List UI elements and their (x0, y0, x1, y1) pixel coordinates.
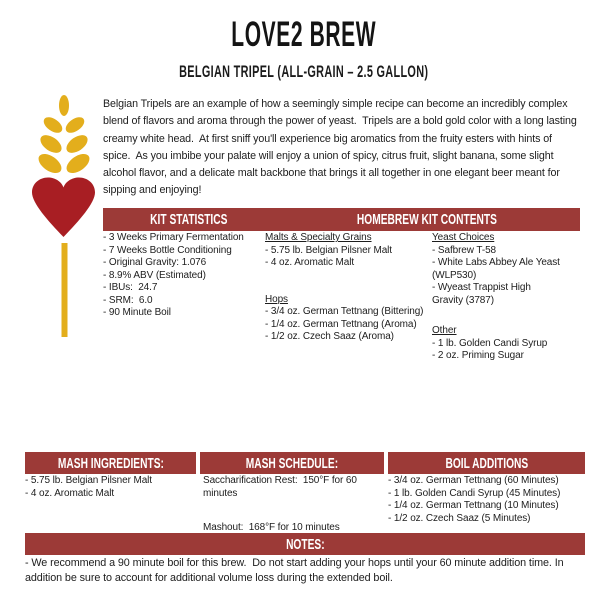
kit-stat-item: - Original Gravity: 1.076 (103, 257, 207, 268)
mash-ingredient-item: - 4 oz. Aromatic Malt (25, 487, 115, 499)
kit-statistics-header-cell (103, 208, 275, 231)
malts-heading: Malts & Specialty Grains (265, 232, 372, 243)
other-item: - 1 lb. Golden Candi Syrup (432, 337, 548, 349)
hop-item: - 1/4 oz. German Tettnang (Aroma) (265, 318, 417, 330)
top-header-bar (103, 208, 580, 231)
hop-item: - 1/2 oz. Czech Saaz (Aroma) (265, 331, 394, 342)
malts-hops-column (265, 232, 429, 344)
recipe-subtitle-row (0, 62, 608, 82)
yeast-item: - Safbrew T-58 (432, 244, 497, 256)
wheat-icon (35, 95, 93, 177)
boil-addition-item: - 1/2 oz. Czech Saaz (5 Minutes) (388, 512, 531, 524)
kit-stat-item: - IBUs: 24.7 (103, 282, 158, 293)
other-heading: Other (432, 325, 457, 336)
boil-additions-list (388, 475, 593, 525)
other-item: - 2 oz. Priming Sugar (432, 350, 524, 361)
mash-schedule-header: MASH SCHEDULE: (245, 454, 339, 472)
heart-icon (32, 178, 95, 238)
brand-header (0, 15, 608, 55)
brand-title: LOVE2 BREW (231, 15, 377, 54)
notes-text: - We recommend a 90 minute boil for this brew. Do not start adding your hops until your 60 minute addition time. In addition be sure to account for additional volume loss during the extended boil. (25, 557, 567, 584)
boil-addition-item: - 3/4 oz. German Tettnang (60 Minutes) (388, 475, 559, 486)
mash-schedule-header-bar (200, 452, 384, 474)
boil-additions-header: BOIL ADDITIONS (445, 454, 528, 472)
boil-addition-item: - 1/4 oz. German Tettnang (10 Minutes) (388, 500, 559, 511)
yeast-item: - Wyeast Trappist High Gravity (3787) (432, 282, 534, 306)
malt-item: - 4 oz. Aromatic Malt (265, 257, 355, 268)
recipe-description: Belgian Tripels are an example of how a seemingly simple recipe can become an incredibly complex blend of flavors and aroma through the power of yeast. Tripels are a bold gold color with a long lasting creamy white head. At first sniff you'll experience big aromatics from the fruity esters with hints of spice. As you imbibe your palate will enjoy a union of spicy, citrus fruit, slight banana, some slight alcohol flavor, and a delicate malt backbone that brings it all together in one elegant beer meant for sipping and enjoying! (103, 98, 580, 197)
hops-heading: Hops (265, 293, 288, 305)
mash-ingredients-header: MASH INGREDIENTS: (57, 454, 164, 472)
mash-ingredients-header-bar (25, 452, 196, 474)
yeast-heading: Yeast Choices (432, 232, 495, 243)
notes-header-bar (25, 533, 585, 555)
kit-statistics-list (103, 232, 245, 320)
boil-additions-header-bar (388, 452, 585, 474)
kit-stat-item: - 3 Weeks Primary Fermentation (103, 232, 244, 243)
wheat-heart-logo (22, 93, 108, 385)
kit-contents-header: HOMEBREW KIT CONTENTS (357, 211, 498, 228)
mash-ingredients-list (25, 475, 187, 500)
kit-statistics-header: KIT STATISTICS (150, 211, 228, 228)
kit-stat-item: - 7 Weeks Bottle Conditioning (103, 244, 232, 256)
malt-item: - 5.75 lb. Belgian Pilsner Malt (265, 244, 392, 256)
stem-icon (62, 243, 68, 337)
mash-schedule-step: Saccharification Rest: 150°F for 60 minutes (203, 475, 360, 499)
recipe-subtitle: BELGIAN TRIPEL (ALL-GRAIN – 2.5 GALLON) (179, 62, 429, 81)
notes-header: NOTES: (285, 535, 325, 553)
boil-addition-item: - 1 lb. Golden Candi Syrup (45 Minutes) (388, 487, 561, 499)
kit-stat-item: - 90 Minute Boil (103, 307, 171, 318)
mash-schedule-list (203, 475, 378, 535)
mash-ingredient-item: - 5.75 lb. Belgian Pilsner Malt (25, 475, 152, 486)
yeast-item: - White Labs Abbey Ale Yeast (WLP530) (432, 257, 563, 281)
hop-item: - 3/4 oz. German Tettnang (Bittering) (265, 306, 424, 317)
yeast-other-column (432, 232, 564, 363)
kit-stat-item: - SRM: 6.0 (103, 294, 153, 306)
kit-stat-item: - 8.9% ABV (Estimated) (103, 269, 206, 281)
mash-schedule-step: Mashout: 168°F for 10 minutes (203, 522, 340, 533)
kit-contents-header-cell (275, 208, 580, 231)
